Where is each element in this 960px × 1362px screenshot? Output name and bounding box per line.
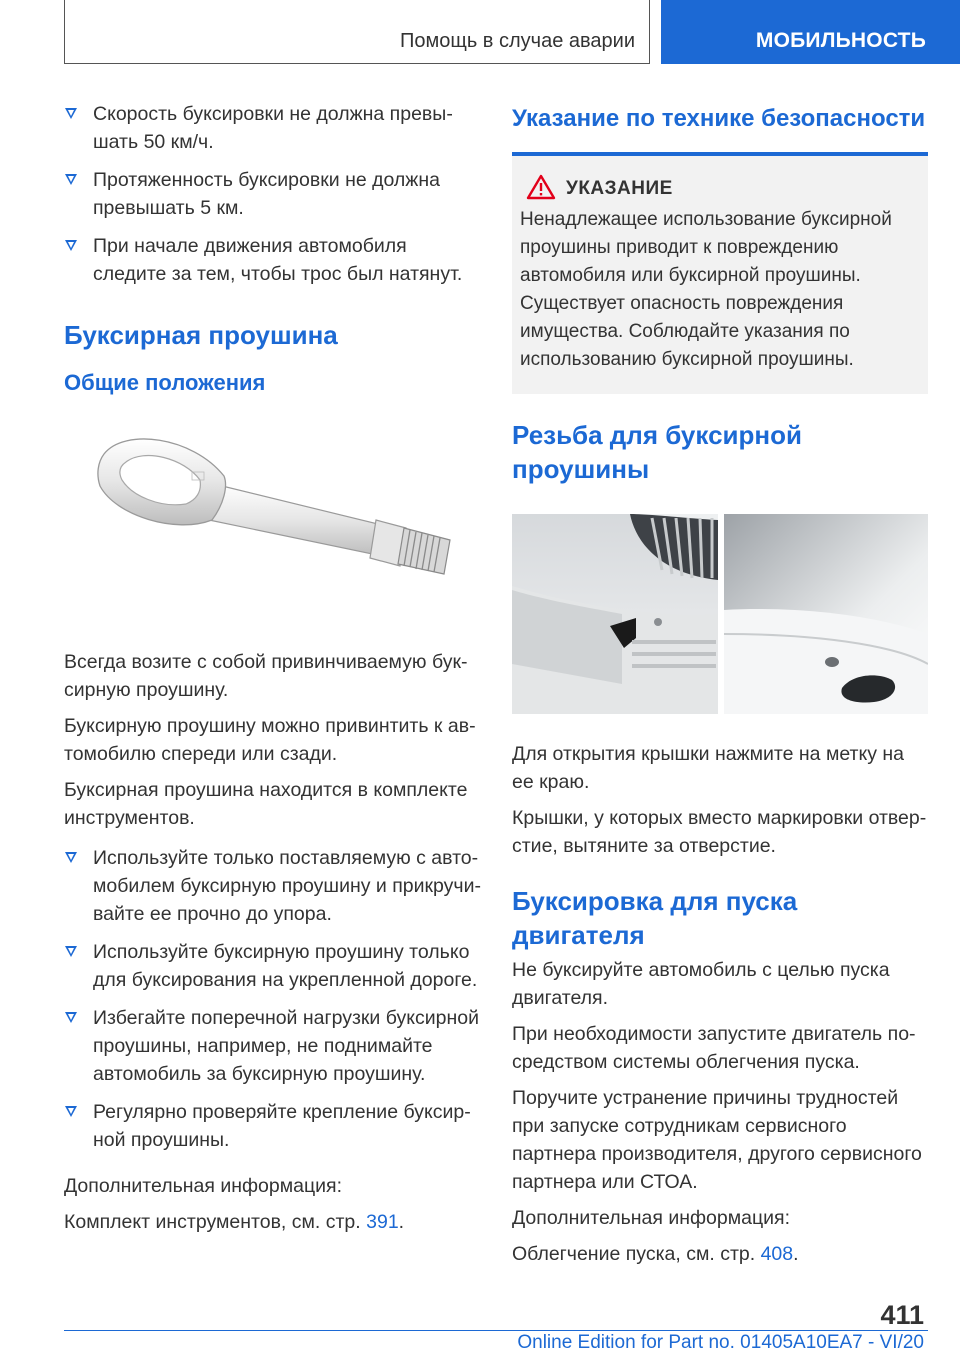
header-chapter-tab (661, 0, 960, 64)
tow-eye-image (64, 424, 484, 620)
paragraph: Буксирная проушина находится в комплекте инструментов. (64, 779, 468, 829)
front-bumper-photo (512, 514, 928, 714)
section-heading-tow-start: Буксировка для пуска двигателя (512, 886, 798, 950)
list-item: Скорость буксировки не должна превышать 50 км/ч. (64, 100, 484, 156)
more-info-label: Дополнительная информация: (512, 1207, 791, 1229)
bullet-triangle-icon (65, 240, 77, 251)
tow-eye-illustration (64, 424, 484, 620)
right-column (512, 100, 928, 1276)
reference-line: Комплект инструментов, см. стр. 391. (64, 1211, 405, 1233)
bullet-triangle-icon (65, 946, 77, 957)
bullet-triangle-icon (65, 108, 77, 119)
section-heading-tow-eye: Буксирная проушина (64, 320, 338, 350)
paragraph: Крышки, у которых вместо маркировки отверстие, вытяните за отверстие. (512, 807, 927, 857)
safety-note-box (512, 152, 928, 394)
page-reference-link[interactable]: 408 (760, 1243, 794, 1265)
warning-triangle-icon (526, 174, 556, 200)
footer-divider (64, 1330, 928, 1331)
bullet-triangle-icon (65, 852, 77, 863)
paragraph: Всегда возите с собой привинчиваемую буксирную проушину. (64, 651, 468, 701)
header-section-title: Помощь в случае аварии (400, 30, 635, 52)
page-reference-link[interactable]: 391 (366, 1211, 399, 1233)
bullet-triangle-icon (65, 1106, 77, 1117)
bullet-triangle-icon (65, 174, 77, 185)
more-info-label: Дополнительная информация: (64, 1175, 343, 1197)
section-heading-safety: Указание по технике безопасности (512, 105, 926, 132)
paragraph: Поручите устранение причины трудностей при запуске сотрудникам сервисного партнера производителя, другого сервисного партнера или СТОА. (512, 1087, 922, 1193)
note-label: УКАЗАНИЕ (566, 178, 673, 199)
list-item: Избегайте поперечной нагрузки буксирной проушины, например, не поднимайте автомобиль за буксирную проушину. (64, 1004, 484, 1088)
bumper-photos (512, 514, 928, 714)
section-heading-thread: Резьба для буксирной проушины (512, 420, 802, 484)
list-item: Используйте буксирную проушину только для буксирования на укрепленной дороге. (64, 938, 484, 994)
list-item: При начале движения автомобиля следите за тем, чтобы трос был натянут. (64, 232, 484, 288)
note-header (520, 172, 920, 206)
left-column (64, 100, 484, 1244)
paragraph: Буксирную проушину можно привинтить к автомобилю спереди или сзади. (64, 715, 476, 765)
paragraph: Для открытия крышки нажмите на метку на ее краю. (512, 743, 905, 793)
header-section-box (64, 0, 650, 64)
footer-edition: Online Edition for Part no. 01405A10EA7 - VI/20 (517, 1332, 924, 1353)
list-item: Протяженность буксировки не должна превышать 5 км. (64, 166, 484, 222)
list-item: Используйте только поставляемую с автомобилем буксирную проушину и прикручивайте ее прочно до упора. (64, 844, 484, 928)
page-number: 411 (880, 1300, 924, 1330)
header-chapter-title: МОБИЛЬНОСТЬ (755, 29, 926, 52)
paragraph: При необходимости запустите двигатель посредством системы облегчения пуска. (512, 1023, 916, 1073)
bullet-triangle-icon (65, 1012, 77, 1023)
reference-line: Облегчение пуска, см. стр. 408. (512, 1243, 799, 1265)
paragraph: Не буксируйте автомобиль с целью пуска двигателя. (512, 959, 890, 1009)
list-item: Регулярно проверяйте крепление буксирной проушины. (64, 1098, 484, 1154)
note-text: Ненадлежащее использование буксирной проушины приводит к повреждению автомобиля или буксирной проушины. Существует опасность повреждения имущества. Соблюдайте указания по использованию буксирной проушины. (520, 209, 892, 370)
subheading-general: Общие положения (64, 370, 266, 395)
